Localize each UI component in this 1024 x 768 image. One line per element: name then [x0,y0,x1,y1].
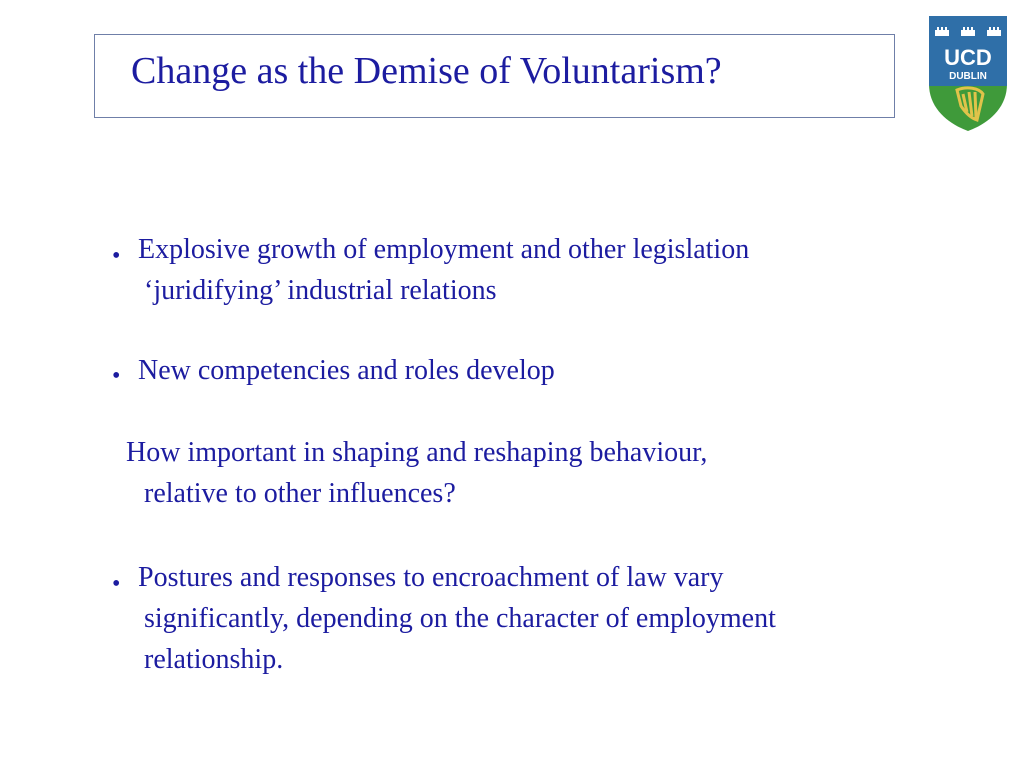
logo-label-top: UCD [944,45,992,70]
bullet-1-line-1: Explosive growth of employment and other legislation [138,234,750,265]
slide-title: Change as the Demise of Voluntarism? [131,50,722,92]
logo-label-bottom: DUBLIN [949,71,987,82]
slide-title-box [94,34,895,118]
bullet-1-line-2: ‘juridifying’ industrial relations [144,275,497,306]
bullet-4-line-1: Postures and responses to encroachment of law vary [138,562,724,593]
bullet-2-line-1: New competencies and roles develop [138,355,555,386]
question-line-2: relative to other influences? [144,478,456,509]
bullet-4-line-3: relationship. [144,644,284,675]
bullet-icon: • [112,243,121,269]
ucd-crest-icon [927,14,1009,132]
bullet-icon: • [112,571,121,597]
bullet-4-line-2: significantly, depending on the character of employment [144,603,776,634]
bullet-icon: • [112,363,121,389]
question-line-1: How important in shaping and reshaping behaviour, [126,437,708,468]
